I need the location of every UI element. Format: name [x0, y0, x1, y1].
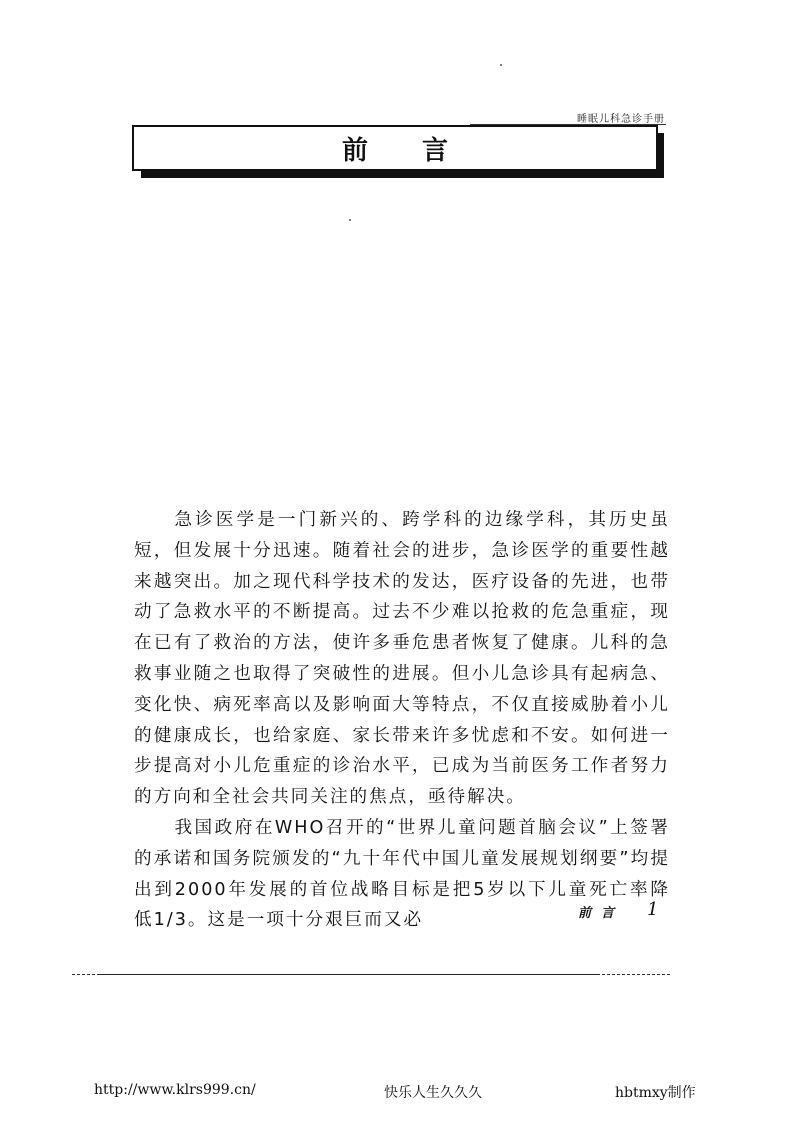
- title-box: [132, 125, 658, 171]
- body-text: [134, 505, 670, 936]
- title-box-shadow-bottom: [141, 171, 664, 178]
- paragraph: 我国政府在WHO召开的“世界儿童问题首脑会议”上签署的承诺和国务院颁发的“九十年代中国儿童发展规划纲要”均提出到2000年发展的首位战略目标是把5岁以下儿童死亡率降低1/3。这是一项十分艰巨而又必: [134, 817, 670, 931]
- paragraph: 急诊医学是一门新兴的、跨学科的边缘学科，其历史虽短，但发展十分迅速。随着社会的进步，急诊医学的重要性越来越突出。加之现代科学技术的发达，医疗设备的先进，也带动了急救水平的不断提高。过去不少难以抢救的危急重症，现在已有了救治的方法，使许多垂危患者恢复了健康。儿科的急救事业随之也取得了突破性的进展。但小儿急诊具有起病急、变化快、病死率高以及影响面大等特点，不仅直接威胁着小儿的健康成长，也给家庭、家长带来许多忧虑和不安。如何进一步提高对小儿危重症的诊治水平，已成为当前医务工作者努力的方向和全社会共同关注的焦点，亟待解决。: [134, 510, 670, 808]
- scan-speck: [500, 64, 502, 66]
- running-head: 睡眠儿科急诊手册: [577, 114, 665, 125]
- maker-credit: hbtmxy制作: [615, 1085, 696, 1101]
- folio-label: 前言: [578, 906, 625, 921]
- web-footer: [0, 1082, 793, 1106]
- site-slogan: 快乐人生久久久: [384, 1085, 482, 1101]
- scan-speck: [349, 219, 351, 221]
- footer-rule: [98, 974, 600, 975]
- page-title: 前言: [341, 135, 502, 166]
- page-number: 1: [647, 899, 659, 920]
- website-link[interactable]: http://www.klrs999.cn/: [94, 1082, 256, 1098]
